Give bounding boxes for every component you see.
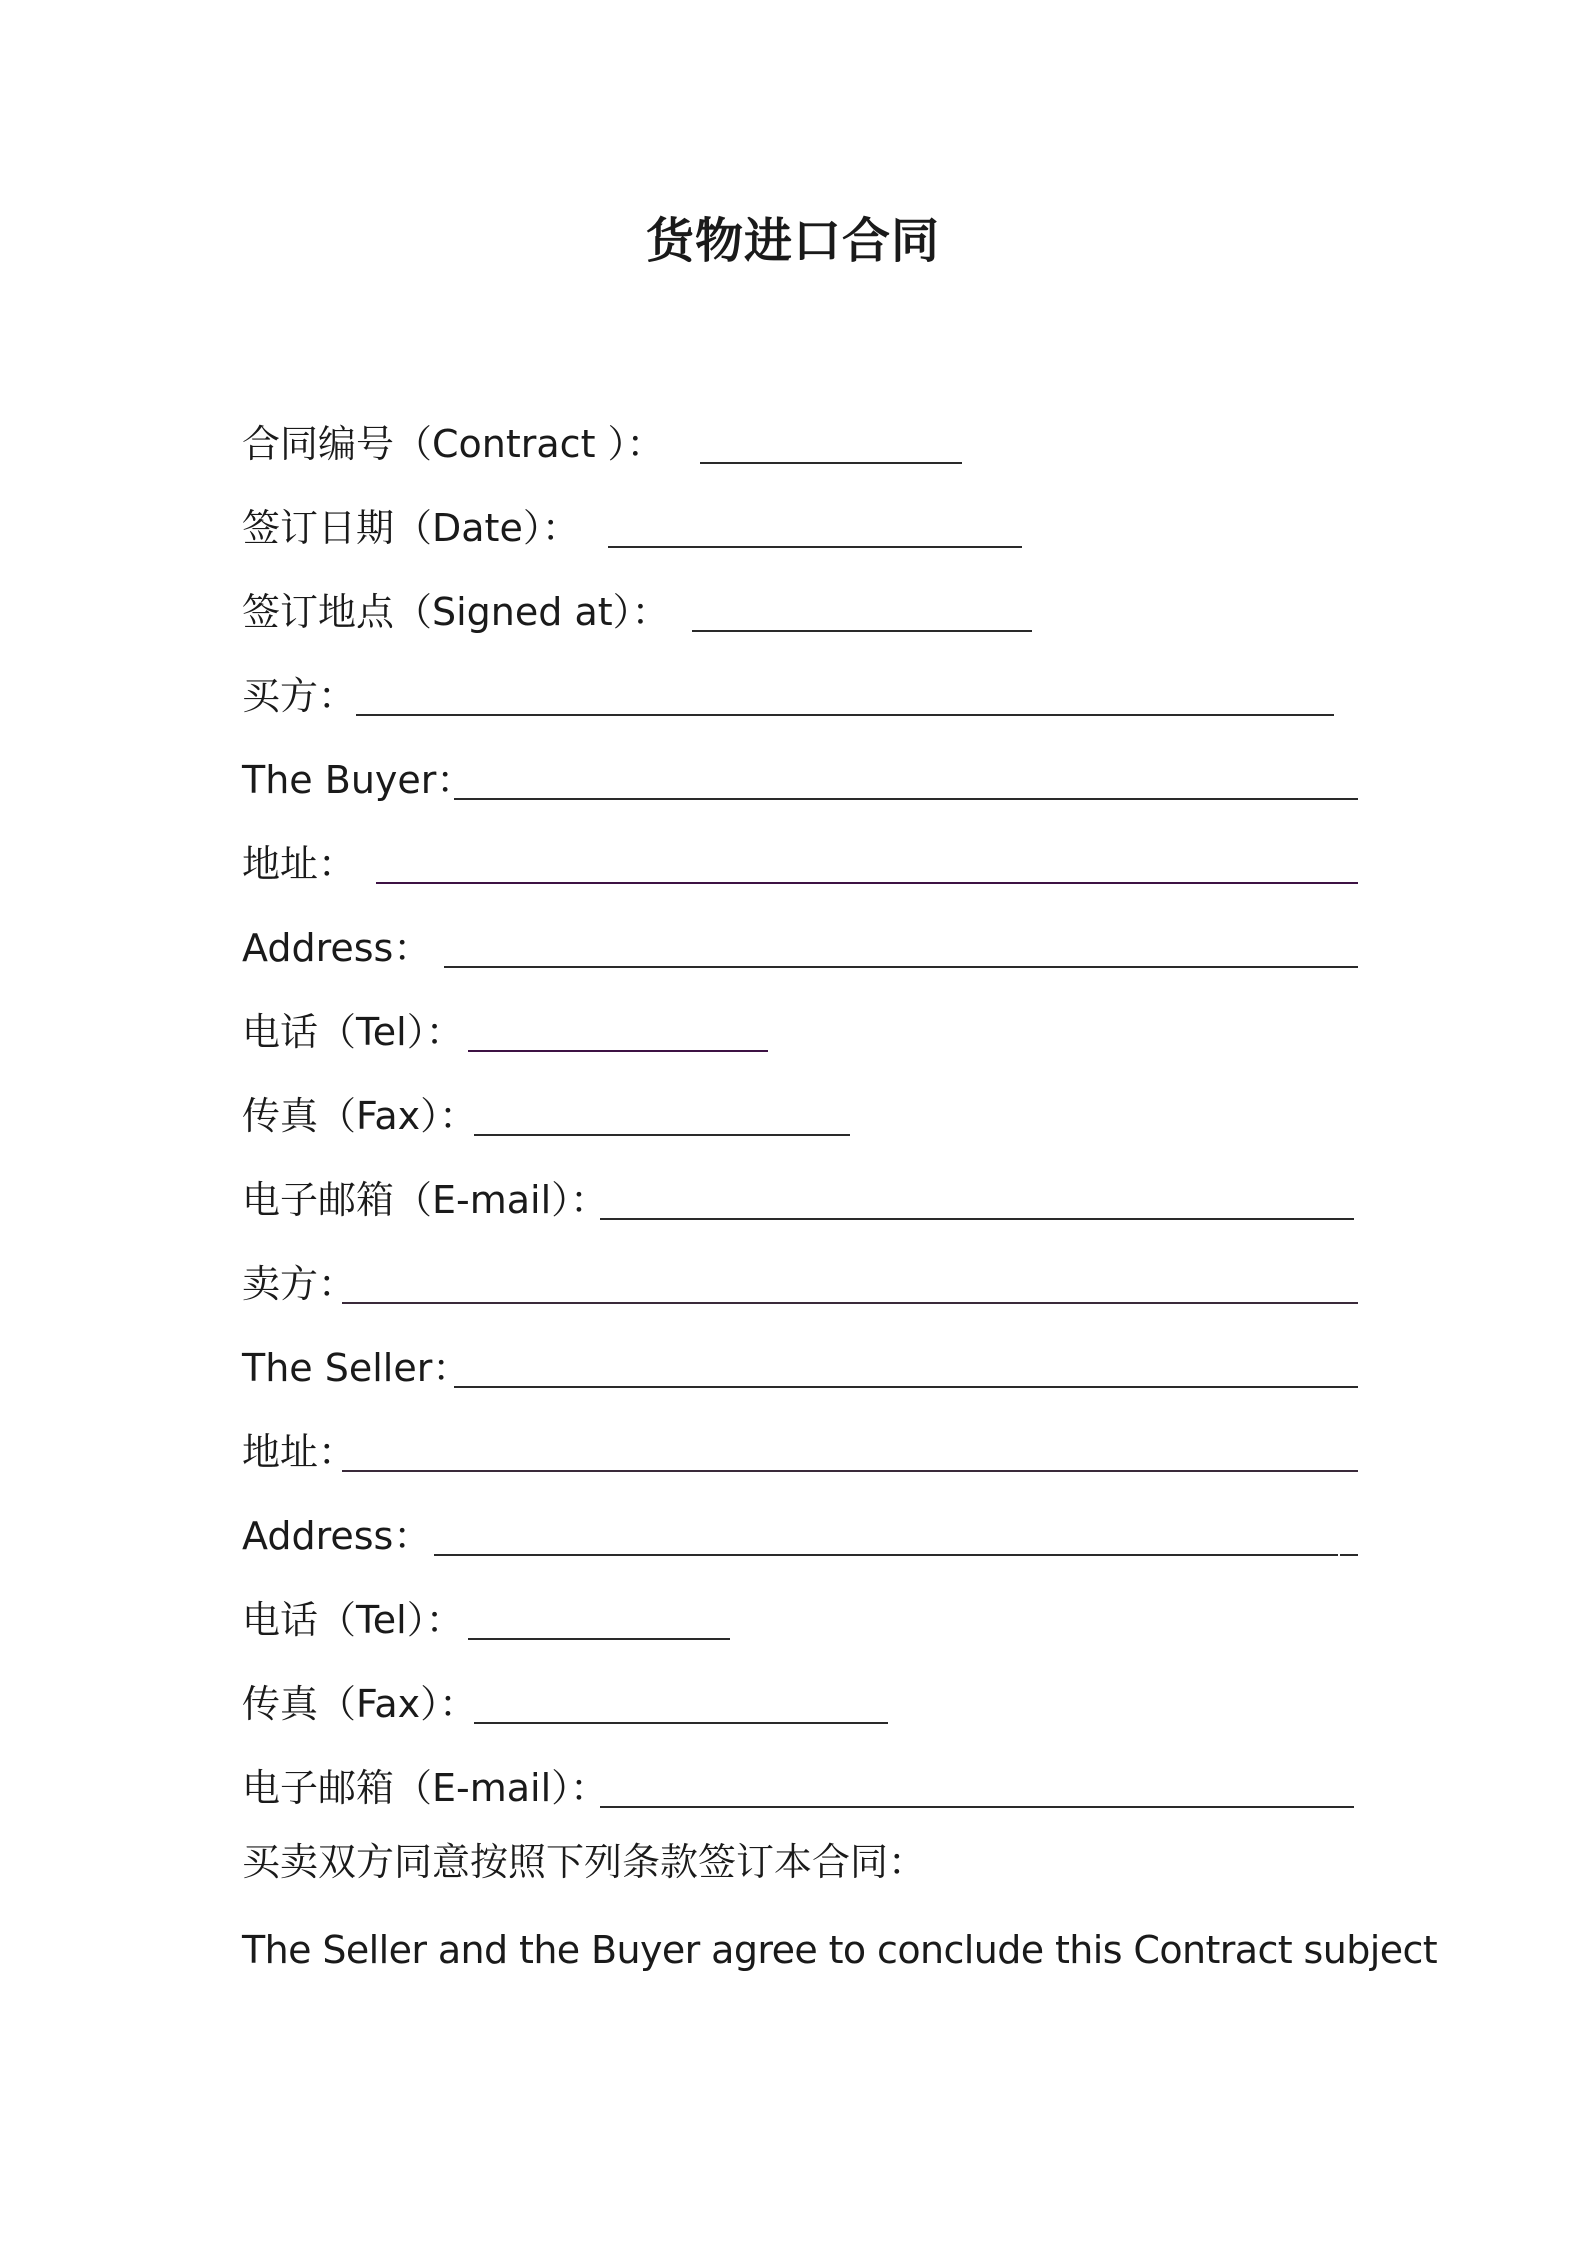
agreement-text-en: The Seller and the Buyer agree to conclude this Contract subject bbox=[242, 1928, 1438, 1972]
signing-date-blank[interactable] bbox=[608, 546, 1022, 548]
seller-email-blank[interactable] bbox=[600, 1806, 1354, 1808]
buyer-cn-blank[interactable] bbox=[356, 714, 1334, 716]
buyer-tel-field[interactable] bbox=[242, 998, 1342, 1058]
seller-cn-blank[interactable] bbox=[342, 1302, 1358, 1304]
buyer-email-label: 电子邮箱（E-mail）： bbox=[242, 1178, 609, 1222]
seller-address-cn-field[interactable] bbox=[242, 1418, 1352, 1478]
seller-address-cn-blank[interactable] bbox=[342, 1470, 1358, 1472]
seller-en-label: The Seller： bbox=[242, 1346, 471, 1390]
signing-date-label: 签订日期（Date）： bbox=[242, 506, 580, 550]
buyer-tel-blank[interactable] bbox=[468, 1050, 768, 1052]
buyer-en-blank[interactable] bbox=[454, 798, 1358, 800]
buyer-address-en-label: Address： bbox=[242, 926, 432, 970]
agreement-text-cn: 买卖双方同意按照下列条款签订本合同： bbox=[242, 1840, 927, 1884]
buyer-fax-blank[interactable] bbox=[474, 1134, 850, 1136]
seller-address-cn-label: 地址： bbox=[242, 1430, 357, 1474]
buyer-email-field[interactable] bbox=[242, 1166, 1352, 1226]
buyer-address-cn-field[interactable] bbox=[242, 830, 1352, 890]
seller-email-field[interactable] bbox=[242, 1754, 1352, 1814]
seller-cn-field[interactable] bbox=[242, 1250, 1352, 1310]
buyer-address-en-field[interactable] bbox=[242, 914, 1352, 974]
buyer-address-cn-blank[interactable] bbox=[376, 882, 1358, 884]
seller-fax-field[interactable] bbox=[242, 1670, 1342, 1730]
seller-address-en-label: Address： bbox=[242, 1514, 432, 1558]
buyer-fax-label: 传真（Fax）： bbox=[242, 1094, 478, 1138]
signing-place-blank[interactable] bbox=[692, 630, 1032, 632]
buyer-tel-label: 电话（Tel）： bbox=[242, 1010, 464, 1054]
seller-tel-field[interactable] bbox=[242, 1586, 1342, 1646]
seller-fax-label: 传真（Fax）： bbox=[242, 1682, 478, 1726]
seller-tel-label: 电话（Tel）： bbox=[242, 1598, 464, 1642]
buyer-en-label: The Buyer： bbox=[242, 758, 475, 802]
contract-number-label: 合同编号（Contract ）： bbox=[242, 422, 665, 466]
seller-en-blank[interactable] bbox=[454, 1386, 1358, 1388]
buyer-cn-label: 买方： bbox=[242, 674, 357, 718]
seller-address-en-blank-tail bbox=[1340, 1554, 1358, 1556]
buyer-cn-field[interactable] bbox=[242, 662, 1352, 722]
signing-place-label: 签订地点（Signed at）： bbox=[242, 590, 670, 634]
buyer-address-en-blank[interactable] bbox=[444, 966, 1358, 968]
seller-tel-blank[interactable] bbox=[468, 1638, 730, 1640]
contract-number-field[interactable] bbox=[242, 410, 1342, 470]
seller-en-field[interactable] bbox=[242, 1334, 1352, 1394]
contract-number-blank[interactable] bbox=[700, 462, 962, 464]
buyer-email-blank[interactable] bbox=[600, 1218, 1354, 1220]
signing-place-field[interactable] bbox=[242, 578, 1342, 638]
buyer-en-field[interactable] bbox=[242, 746, 1352, 806]
seller-cn-label: 卖方： bbox=[242, 1262, 357, 1306]
buyer-fax-field[interactable] bbox=[242, 1082, 1342, 1142]
document-title: 货物进口合同 bbox=[645, 213, 940, 269]
seller-email-label: 电子邮箱（E-mail）： bbox=[242, 1766, 609, 1810]
signing-date-field[interactable] bbox=[242, 494, 1342, 554]
seller-address-en-field[interactable] bbox=[242, 1502, 1352, 1562]
seller-fax-blank[interactable] bbox=[474, 1722, 888, 1724]
buyer-address-cn-label: 地址： bbox=[242, 842, 357, 886]
seller-address-en-blank[interactable] bbox=[434, 1554, 1338, 1556]
